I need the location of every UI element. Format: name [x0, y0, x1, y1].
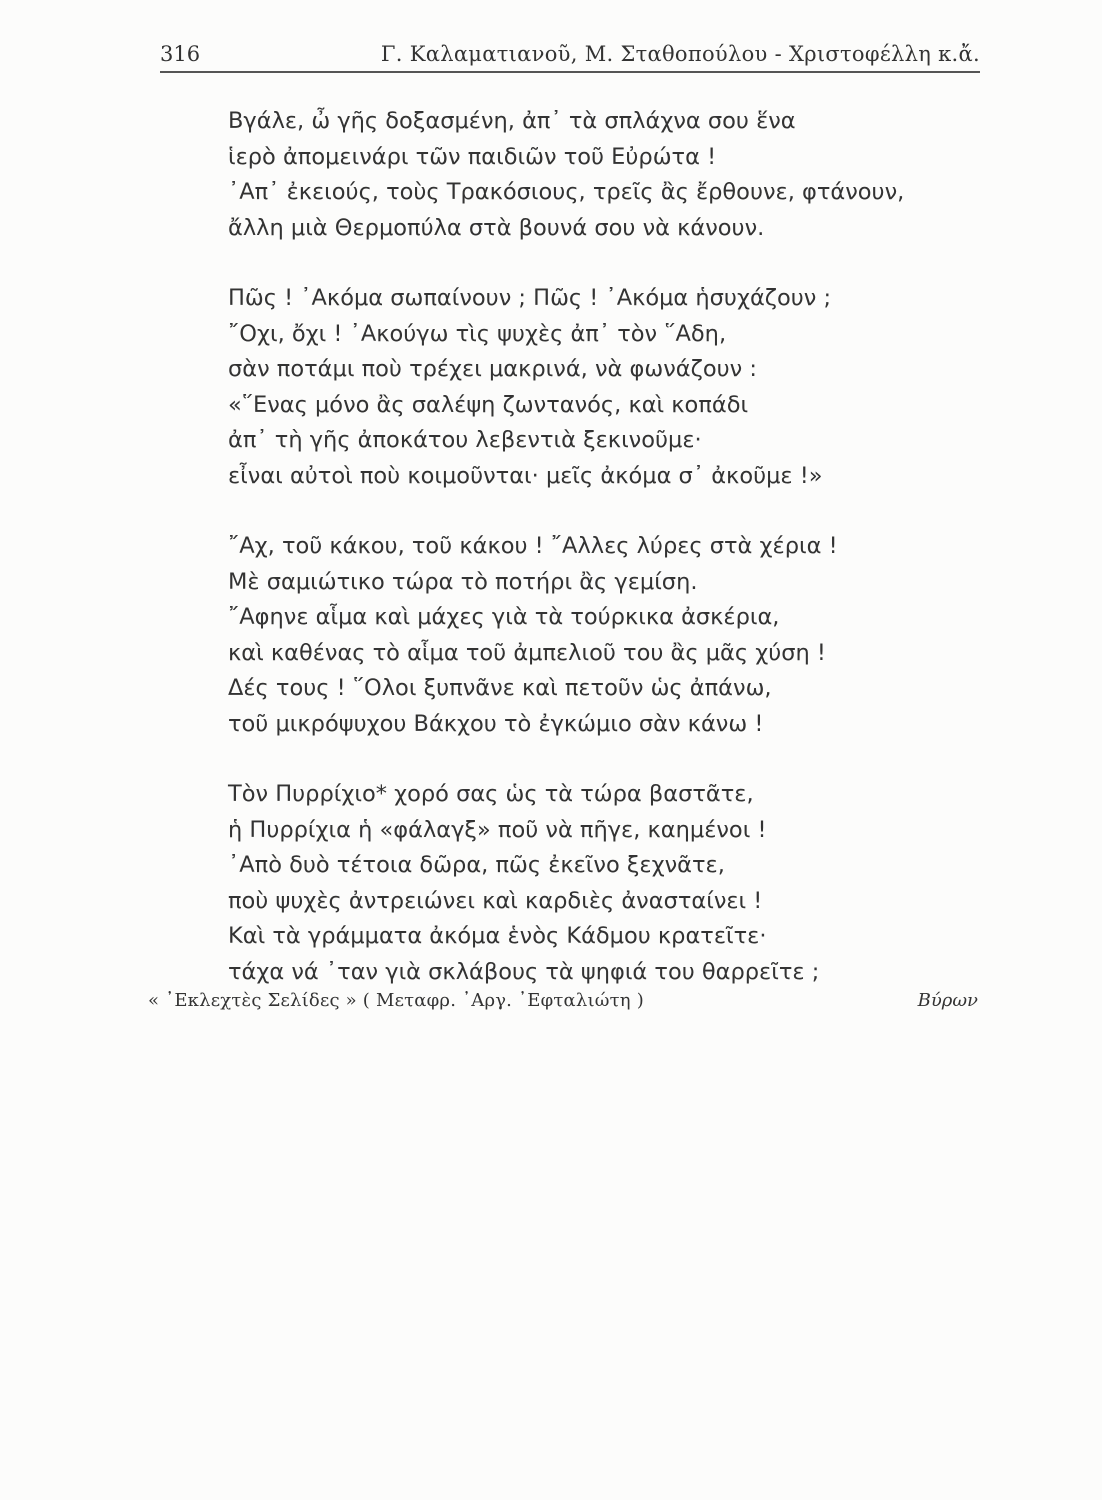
header-rule: [160, 71, 980, 73]
poem-line: ᾿Απὸ δυὸ τέτοια δῶρα, πῶς ἐκεῖνο ξεχνᾶτε,: [228, 852, 725, 878]
stanza-3: [228, 529, 958, 742]
poem-line: ἀπ᾿ τὴ γῆς ἀποκάτου λεβεντιὰ ξεκινοῦμε·: [228, 427, 702, 453]
poem-line: Τὸν Πυρρίχιο* χορό σας ὡς τὰ τώρα βαστᾶτε,: [228, 781, 754, 807]
source-citation: « ᾿Εκλεχτὲς Σελίδες » ( Μεταφρ. ᾿Αργ. ᾿Εφταλιώτη ): [148, 990, 644, 1011]
poem-line: «῞Ενας μόνο ἂς σαλέψη ζωντανός, καὶ κοπάδι: [228, 391, 749, 418]
stanza-1: [228, 104, 958, 246]
poem-line: ἡ Πυρρίχια ἡ «φάλαγξ» ποῦ νὰ πῆγε, καημένοι !: [228, 816, 767, 843]
poem: [228, 104, 958, 1025]
running-head: Γ. Καλαματιανοῦ, Μ. Σταθοπούλου - Χριστοφέλλη κ.ἄ.: [380, 42, 980, 66]
page-number: 316: [160, 42, 201, 66]
poem-line: Μὲ σαμιώτικο τώρα τὸ ποτήρι ἂς γεμίση.: [228, 568, 698, 595]
stanza-2: [228, 281, 958, 494]
poem-line: ἱερὸ ἀπομεινάρι τῶν παιδιῶν τοῦ Εὐρώτα !: [228, 143, 717, 170]
poem-line: Δές τους ! ῞Ολοι ξυπνᾶνε καὶ πετοῦν ὡς ἀπάνω,: [228, 675, 772, 701]
poem-line: ποὺ ψυχὲς ἀντρειώνει καὶ καρδιὲς ἀνασταίνει !: [228, 887, 763, 914]
poem-line: ᾿Απ᾿ ἐκειούς, τοὺς Τρακόσιους, τρεῖς ἂς ἔρθουνε, φτάνουν,: [228, 179, 905, 205]
poem-line: ἄλλη μιὰ Θερμοπύλα στὰ βουνά σου νὰ κάνουν.: [228, 214, 765, 241]
poem-line: ῎Αφηνε αἷμα καὶ μάχες γιὰ τὰ τούρκικα ἀσκέρια,: [228, 604, 780, 630]
page-header: [160, 38, 980, 74]
poem-line: καὶ καθένας τὸ αἷμα τοῦ ἀμπελιοῦ του ἂς μᾶς χύση !: [228, 639, 826, 666]
poem-line: σὰν ποτάμι ποὺ τρέχει μακρινά, νὰ φωνάζουν :: [228, 356, 757, 382]
stanza-4: [228, 777, 958, 990]
poem-line: Πῶς ! ᾿Ακόμα σωπαίνουν ; Πῶς ! ᾿Ακόμα ἡσυχάζουν ;: [228, 285, 832, 311]
author-name: Βύρων: [917, 990, 978, 1011]
poem-line: εἶναι αὐτοὶ ποὺ κοιμοῦνται· μεῖς ἀκόμα σ᾿ ἀκοῦμε !»: [228, 462, 823, 489]
poem-line: ῎Αχ, τοῦ κάκου, τοῦ κάκου ! ῎Αλλες λύρες στὰ χέρια !: [228, 533, 838, 559]
poem-line: ῎Οχι, ὄχι ! ᾿Ακούγω τὶς ψυχὲς ἀπ᾿ τὸν ῞Αδη,: [228, 320, 727, 347]
poem-line: Καὶ τὰ γράμματα ἀκόμα ἑνὸς Κάδμου κρατεῖτε·: [228, 923, 767, 949]
page-footer: [148, 990, 978, 1020]
poem-line: Βγάλε, ὦ γῆς δοξασμένη, ἀπ᾿ τὰ σπλάχνα σου ἕνα: [228, 108, 796, 134]
poem-line: τάχα νά ᾿ταν γιὰ σκλάβους τὰ ψηφιά του θαρρεῖτε ;: [228, 958, 820, 985]
poem-line: τοῦ μικρόψυχου Βάκχου τὸ ἐγκώμιο σὰν κάνω !: [228, 710, 764, 737]
